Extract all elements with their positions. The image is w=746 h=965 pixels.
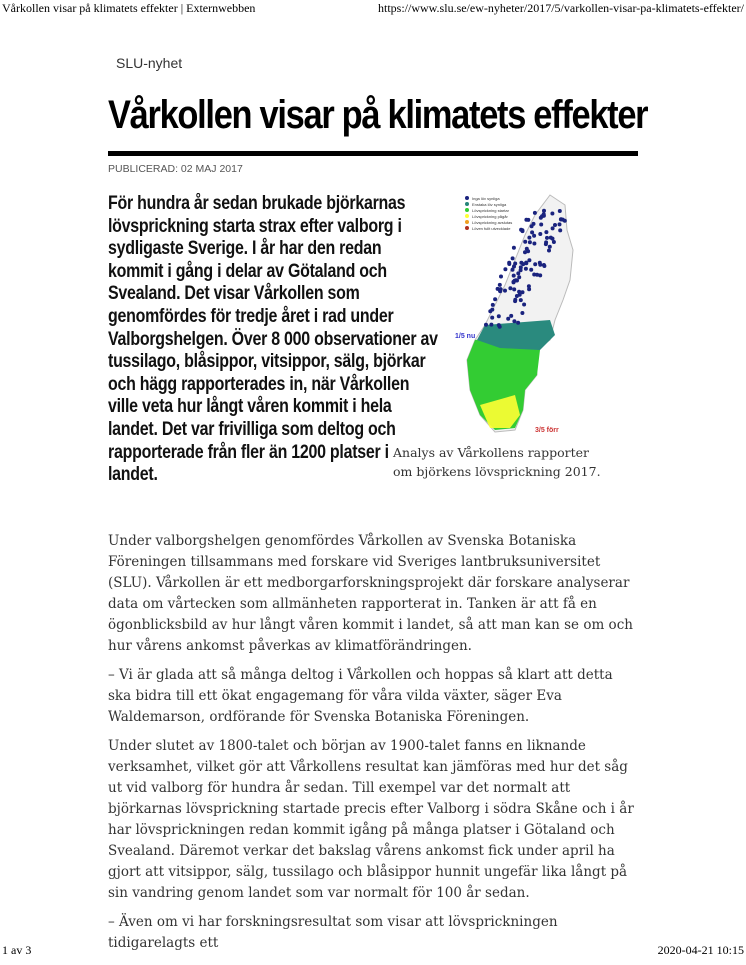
observation-dot [519, 228, 523, 232]
print-datetime: 2020-04-21 10:15 [657, 943, 744, 957]
observation-dot [545, 236, 549, 240]
observation-dot [527, 258, 531, 262]
observation-dot [484, 323, 488, 327]
observation-dot [547, 249, 551, 253]
observation-dot [529, 268, 533, 272]
legend-swatch [465, 226, 469, 230]
observation-dot [533, 211, 537, 215]
body-paragraph: Under valborgshelgen genomfördes Vårkollen av Svenska Botaniska Föreningen tillsammans med forskare vid Sveriges lantbruksuniversitet (SLU). Vårkollen är ett medborgarforskningsprojekt där forskare analyserar data om vårtecken som allmänheten rapporterat in. Tanken är att få en ögonblicksbild av hur långt våren kommit i landet, så att man kan se om och hur vårens ankomst påverkas av klimatförändringen. [108, 533, 633, 654]
legend-label: Enstaka löv synliga [472, 202, 507, 207]
legend-label: Inga löv synliga [472, 196, 500, 201]
legend-swatch [465, 196, 469, 200]
body-paragraph: – Även om vi har forskningsresultat som visar att lövsprickningen tidigarelagts ett [108, 914, 558, 951]
body-paragraph: Under slutet av 1800-talet och början av 1900-talet fanns en liknande verksamhet, vilket gör att Vårkollens resultat kan jämföras med hur det såg ut vid valborg för hundra år sedan. Till exempel var det normalt att björkarnas lövsprickning startade precis efter Valborg i södra Skåne och i år har lövsprickningen redan kommit igång på många platser i Götaland och Svealand. Däremot verkar det bakslag vårens ankomst fick under april ha gjort att vitsippor, sälg, tussilago och blåsippor hunnit ungefär lika långt på sin vandring genom landet som var normalt för 100 år sedan. [108, 738, 634, 901]
legend-swatch [465, 208, 469, 212]
observation-dot [542, 264, 546, 268]
observation-dot [563, 219, 567, 223]
observation-dot [532, 242, 536, 246]
legend-label: Lövsprickning avslutas [472, 220, 513, 225]
observation-dot [538, 273, 542, 277]
observation-dot [551, 226, 555, 230]
body-paragraph: – Vi är glada att så många deltog i Vårkollen och hoppas så klart att detta ska bidra till ett ökat engagemang för våra vilda växter, säger Eva Waldemarson, ordförande för Svenska Botaniska Föreningen. [108, 667, 613, 725]
print-url: https://www.slu.se/ew-nyheter/2017/5/varkollen-visar-pa-klimatets-effekter/ [378, 1, 744, 15]
page-number: 1 av 3 [2, 943, 32, 957]
observation-dot [491, 303, 495, 307]
label-then: 3/5 förr [535, 427, 559, 434]
observation-dot [517, 275, 521, 279]
print-page-title: Vårkollen visar på klimatets effekter | Externwebben [2, 1, 256, 15]
print-footer [0, 943, 746, 965]
article-body [108, 531, 638, 962]
legend-swatch [465, 214, 469, 218]
observation-dot [512, 287, 516, 291]
observation-dot [490, 316, 494, 320]
observation-dot [512, 280, 516, 284]
observation-dot [549, 236, 553, 240]
observation-dot [526, 218, 530, 222]
observation-dot [530, 230, 534, 234]
observation-dot [512, 265, 516, 269]
published-date: PUBLICERAD: 02 MAJ 2017 [108, 163, 243, 175]
observation-dot [497, 323, 501, 327]
observation-dot [527, 284, 531, 288]
observation-dot [515, 279, 519, 283]
observation-dot [490, 308, 494, 312]
observation-dot [489, 323, 493, 327]
observation-dot [508, 286, 512, 290]
observation-dot [544, 230, 548, 234]
observation-dot [498, 283, 502, 287]
observation-dot [512, 274, 516, 278]
print-header [0, 0, 746, 16]
observation-dot [532, 234, 536, 238]
observation-dot [512, 319, 516, 323]
observation-dot [493, 297, 497, 301]
observation-dot [538, 232, 542, 236]
observation-dot [497, 314, 501, 318]
lead-paragraph [108, 193, 438, 487]
observation-dot [538, 263, 542, 267]
observation-dot [506, 317, 510, 321]
observation-dot [553, 223, 557, 227]
sweden-map-figure [455, 190, 585, 435]
observation-dot [530, 224, 534, 228]
observation-dot [542, 212, 546, 216]
legend-label: Lövsprickning startar [472, 208, 509, 213]
observation-dot [523, 240, 527, 244]
observation-dot [520, 311, 524, 315]
observation-dot [542, 209, 546, 213]
observation-dot [516, 321, 520, 325]
observation-dot [519, 298, 523, 302]
observation-dot [550, 212, 554, 216]
observation-dot [533, 262, 537, 266]
map-legend [465, 196, 512, 231]
observation-dot [559, 217, 563, 221]
observation-dot [519, 268, 523, 272]
lead-text: För hundra år sedan brukade björkarnas lövsprickning starta strax efter valborg i sydligaste Sverige. I år har den redan kommit i gång i delar av Götaland och Svealand. Det visar Vårkollen som genomfördes för tredje året i rad under Valborgshelgen. Över 8 000 observationer av tussilago, blåsippor, vitsippor, sälg, björkar och hägg rapporterades in, när Vårkollen ville veta hur långt våren kommit i hela landet. Det var frivilliga som deltog och rapporterade från fler än 1200 platser i landet. [108, 193, 438, 486]
observation-dot [548, 245, 552, 249]
news-kicker: SLU-nyhet [116, 55, 183, 71]
observation-dot [527, 236, 531, 240]
observation-dot [509, 314, 513, 318]
observation-dot [526, 249, 530, 253]
observation-dot [558, 209, 562, 213]
observation-dot [512, 246, 516, 250]
page-title: Vårkollen visar på klimatets effekter [108, 93, 648, 137]
observation-dot [522, 303, 526, 307]
observation-dot [544, 240, 548, 244]
observation-dot [511, 256, 515, 260]
observation-dot [558, 222, 562, 226]
title-divider [108, 151, 638, 156]
legend-label: Lövsprickning pågår [472, 214, 508, 219]
observation-dot [528, 240, 532, 244]
observation-dot [499, 275, 503, 279]
observation-dot [503, 289, 507, 293]
observation-dot [524, 267, 528, 271]
observation-dot [507, 261, 511, 265]
observation-dot [539, 223, 543, 227]
observation-dot [558, 228, 562, 232]
observation-dot [552, 240, 556, 244]
observation-dot [513, 298, 517, 302]
legend-label: Löven fullt utvecklade [472, 226, 511, 231]
observation-dot [519, 261, 523, 265]
observation-dot [503, 267, 507, 271]
observation-dot [515, 294, 519, 298]
observation-dot [498, 289, 502, 293]
legend-swatch [465, 202, 469, 206]
legend-swatch [465, 220, 469, 224]
figure-caption: Analys av Vårkollens rapporter om björkens lövsprickning 2017. [393, 445, 601, 479]
label-now: 1/5 nu [455, 333, 476, 340]
